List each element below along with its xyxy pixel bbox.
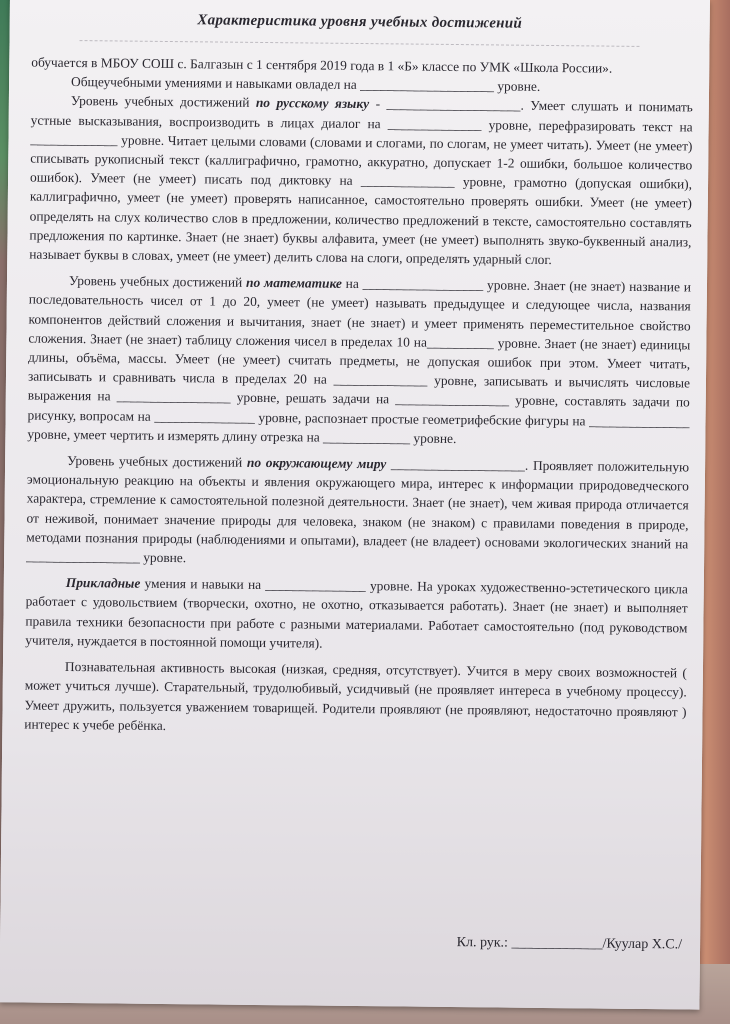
russian-text: - ____________________. Умеет слушать и понимать устные высказывания, воспроизводить в лицах диалог на ______________ уровне, перефразировать текст на _____________ уровне. Читает целыми словами (словами и слогами, по слогам, не умеет читать). Умеет (не умеет) списывать рукописный текст (каллиграфично, грамотно, аккуратно, допускает 1-2 ошибки, большое количество ошибок). Умеет (не умеет) писать под диктовку на ______________ уровне, грамотно (допуская ошибки), каллиграфично, умеет (не умеет) проверять написанное, самостоятельно проверять ошибки. Умеет (не умеет) определять на слух количество слов в предложении, количество предложений в тексте, самостоятельно составлять предложения по картинке. Знает (не знает) буквы алфавита, умеет (не умеет) выполнять звуко-буквенный анализ, называет буквы в словах, умеет (не умеет) делить слова на слоги, определять ударный слог. bbox=[29, 96, 693, 268]
title-divider bbox=[80, 40, 640, 47]
paragraph-activity: Познавательная активность высокая (низкая, средняя, отсутствует). Учится в меру своих возможностей ( может учиться лучше). Старательный, трудолюбивый, усидчивый (не проявляет интереса в учебному процессу). Умеет дружить, пользуется уважением товарищей. Родители проявляют (не проявляют, недостаточно проявляют ) интерес к учебе ребёнка. bbox=[24, 659, 688, 733]
math-subject: по математике bbox=[246, 275, 342, 292]
math-text: на __________________ уровне. Знает (не знает) название и последовательность чисел от 1 до 20, умеет (не умеет) называть предыдущее и следующее числа, названия компонентов действий сложения и вычитания, знает (не знает) и умеет применять переместительное свойство сложения. Знает (не знает) таблицу сложения чисел в пределах 10 на__________ уровне. Знает (не знает) единицы длины, объёма, массы. Умеет (не умеет) считать предметы, не допуская ошибок при этом. Умеет читать, записывать и сравнивать числа в пределах 20 на ______________ уровне, записывать и вычислять числовые выражения на _________________ уровне, решать задачи на _________________ уровне, составлять задачи по рисунку, вопросам на _______________ уровне, распознает простые геометрифебские фигуры на _______________ уровне, умеет чертить и измерять длину отрезка на _____________ уровне. bbox=[27, 276, 692, 446]
world-text: ____________________. Проявляет положительную эмоциональную реакцию на объекты и явления окружающего мира, интерес к информации природоведческого характера, стремление к самостоятельной полезной деятельности. Знает (не знает), чем живая природа отличается от неживой, понимает значение природы для человека, знаком (не знаком) с правилами поведения в природе, методами познания природы (наблюдениями и опытами), владеет (не владеет) основами экологических знаний на _________________ уровне. bbox=[26, 456, 690, 566]
russian-subject: по русскому языку bbox=[255, 95, 370, 112]
paragraph-math bbox=[27, 271, 691, 451]
applied-text: умения и навыки на _______________ уровне. На уроках художественно-эстетического цикла работает с удовольствием (творчески, охотно, не охотно, отказывается работать). Знает (не знает) и выполняет правила техники безопасности при работе с разными материалами. Работает самостоятельно (под руководством учителя, нуждается в постоянной помощи учителя). bbox=[25, 576, 688, 651]
paragraph-world bbox=[26, 451, 689, 573]
applied-subject: Прикладные bbox=[65, 575, 141, 592]
paragraph-general-skills: Общеучебными умениями и навыками овладел на ____________________ уровне. bbox=[71, 74, 541, 95]
world-lead: Уровень учебных достижений bbox=[67, 453, 248, 470]
world-subject: по окружающему миру bbox=[246, 454, 387, 472]
teacher-signature-line: Кл. рук.: _____________/Куулар Х.С./ bbox=[456, 935, 683, 953]
paragraph-applied bbox=[25, 573, 688, 657]
russian-lead: Уровень учебных достижений bbox=[70, 93, 256, 111]
paragraph-russian bbox=[29, 91, 693, 271]
document-title: Характеристика уровня учебных достижений bbox=[197, 12, 523, 32]
document-body bbox=[24, 53, 693, 741]
math-lead: Уровень учебных достижений bbox=[68, 273, 247, 291]
paragraph-intro: обучается в МБОУ СОШ с. Балгазын с 1 сентября 2019 года в 1 «Б» классе по УМК «Школа России». bbox=[31, 54, 613, 76]
